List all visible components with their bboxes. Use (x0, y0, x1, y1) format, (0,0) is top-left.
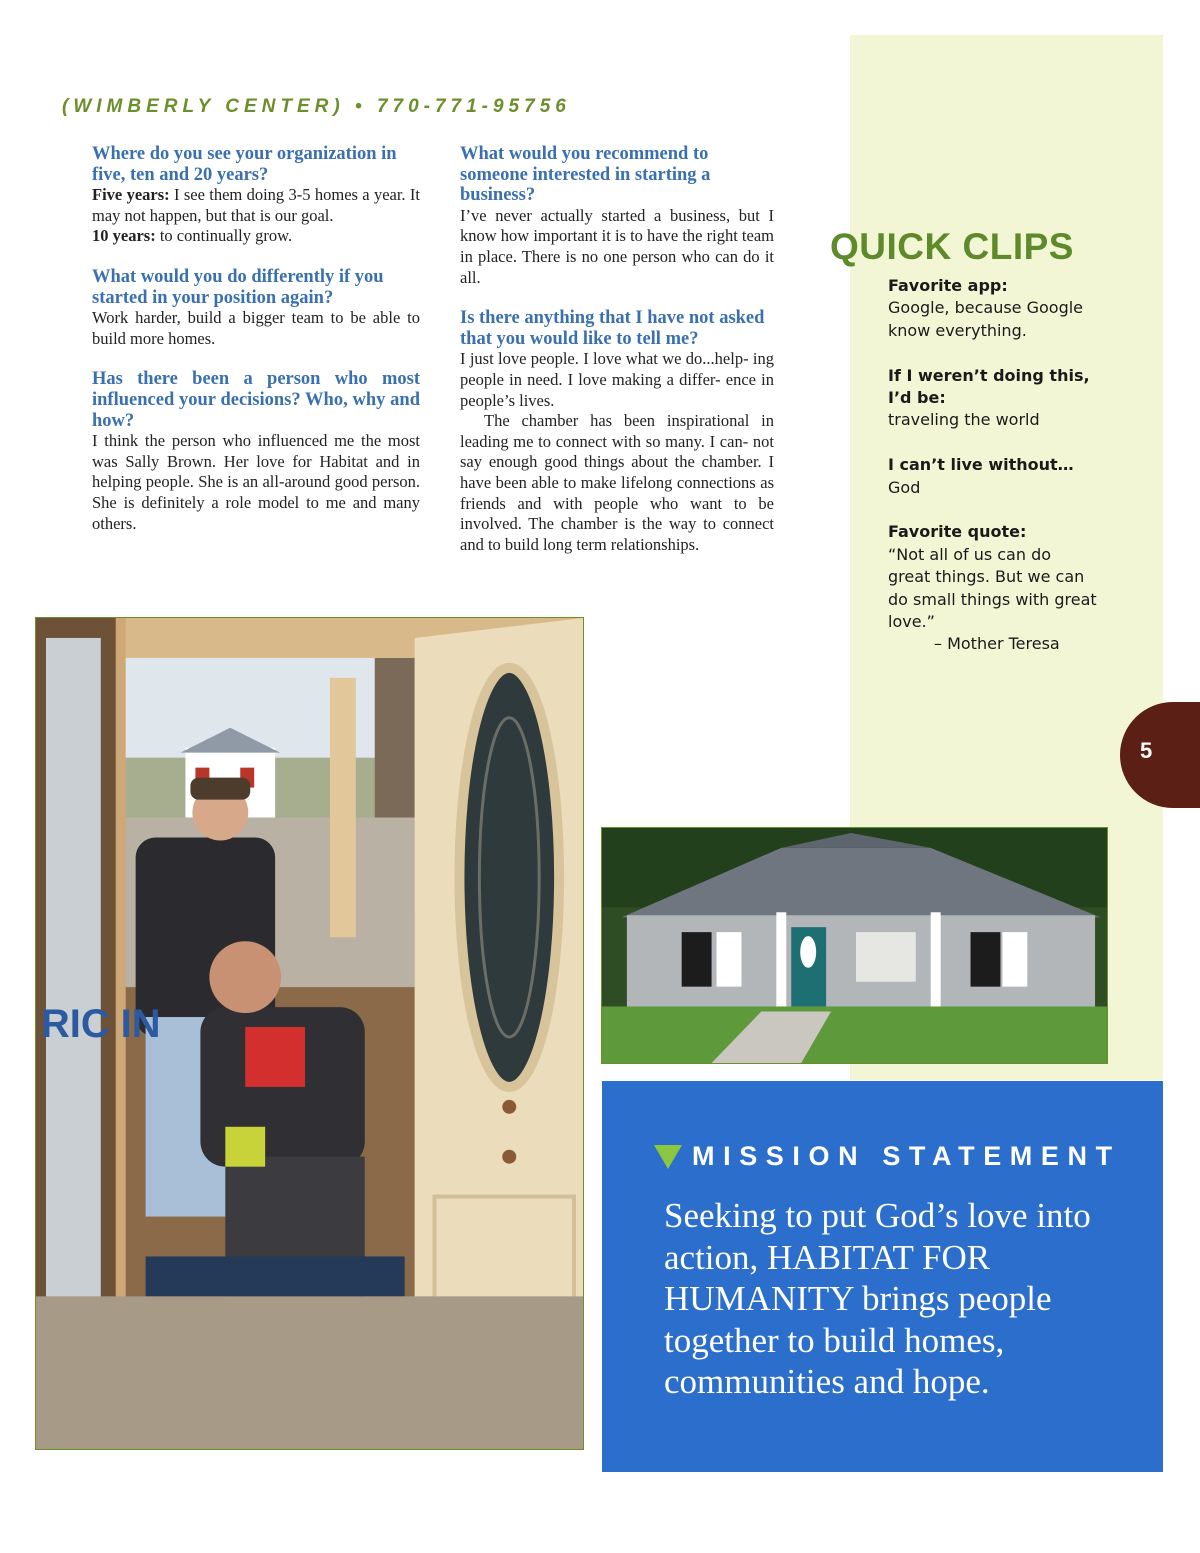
quick-clips-title: QUICK CLIPS (830, 226, 1074, 267)
interview-column-1 (92, 144, 420, 534)
answer (92, 185, 420, 247)
clip-value: Google, because Google know everything. (888, 298, 1084, 340)
quick-clips-list (888, 275, 1098, 656)
volunteers-door-illustration (36, 618, 583, 1449)
answer-text: to continually grow. (155, 226, 293, 246)
clip-label: If I weren’t doing this, I’d be: (888, 365, 1090, 408)
mission-statement-box (602, 1081, 1163, 1472)
clip-label: Favorite quote: (888, 522, 1027, 542)
header-contact: (WIMBERLY CENTER) • 770-771-95756 (62, 96, 571, 117)
answer-label: Five years: (92, 185, 170, 205)
page-number: 5 (1140, 738, 1153, 763)
answer: I think the person who influenced me the most was Sally Brown. Her love for Habitat and in helping people. She is an all-around good person. She is definitely a role model to me and many others. (92, 431, 420, 533)
question: Where do you see your organization in five, ten and 20 years? (92, 144, 397, 185)
photo-volunteers-installing-door (35, 617, 584, 1450)
photo-habitat-house (601, 827, 1108, 1064)
answer: I just love people. I love what we do...help- ing people in need. I love making a differ- ence in people’s lives. (460, 349, 774, 410)
clip-value: God (888, 477, 921, 497)
clip-label: Favorite app: (888, 276, 1008, 295)
interview-column-2 (460, 144, 774, 555)
question: Is there anything that I have not asked that you would like to tell me? (460, 308, 765, 349)
answer-label: 10 years: (92, 226, 156, 246)
question: What would you recommend to someone interested in starting a business? (460, 144, 711, 206)
quote-attribution: – Mother Teresa (934, 634, 1060, 654)
answer: The chamber has been inspirational in leading me to connect with so many. I can- not say enough good things about the chamber. I have been able to make lifelong connections as friends and with people who want to be involved. The chamber is the way to connect and to build long term relationships. (460, 411, 774, 554)
clip-label: I can’t live without… (888, 455, 1074, 475)
mission-text: Seeking to put God’s love into action, HABITAT FOR HUMANITY brings people together to build homes, communities and hope. (664, 1196, 1091, 1401)
question: What would you do differently if you started in your position again? (92, 266, 384, 308)
mission-heading: MISSION STATEMENT (692, 1141, 1121, 1171)
habitat-house-illustration (602, 828, 1107, 1063)
answer-text: I see them doing 3-5 homes a year. It may not happen, but that is our goal. (92, 185, 420, 225)
answer: Work harder, build a bigger team to be able to build more homes. (92, 308, 420, 348)
wrap-sign-text: RIC IN (40, 1001, 161, 1046)
question: Has there been a person who most influenced your decisions? Who, why and how? (92, 369, 420, 431)
clip-value: “Not all of us can do great things. But we can do small things with great love.” (888, 544, 1097, 632)
clip-value: traveling the world (888, 410, 1040, 430)
answer: I’ve never actually started a business, but I know how important it is to have the right team in place. There is no one person who can do it all. (460, 205, 774, 287)
triangle-icon (654, 1145, 682, 1169)
